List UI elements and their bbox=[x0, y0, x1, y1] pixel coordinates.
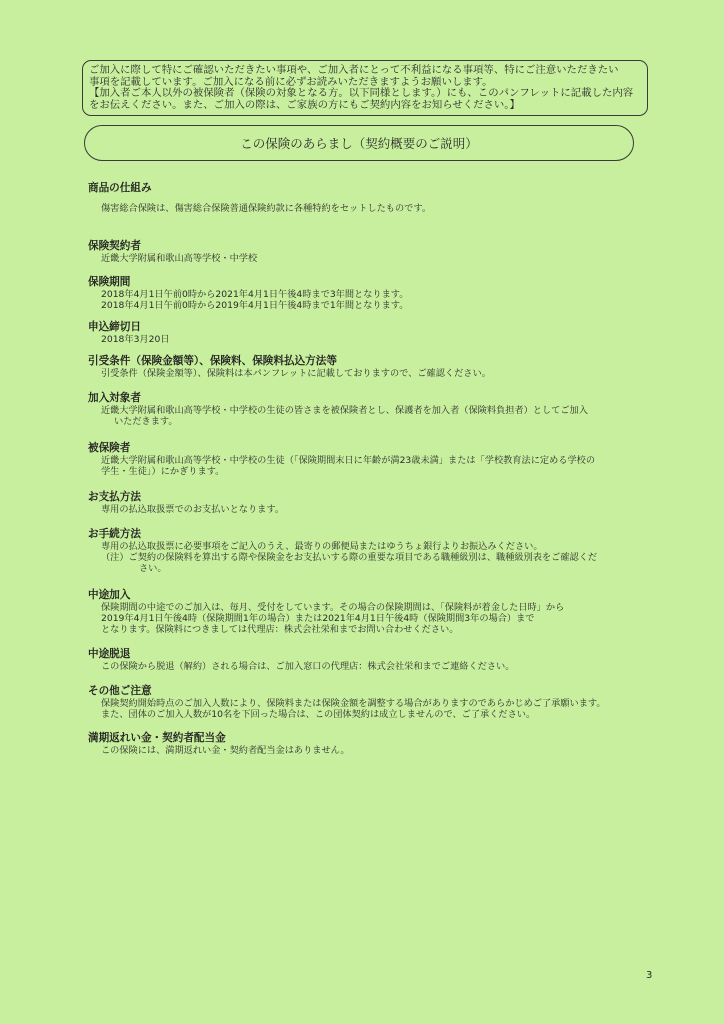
section-text: 近畿大学附属和歌山高等学校・中学校の生徒（「保険期間末日に年齢が満23歳未満」または「学校教育法に定める学校の bbox=[101, 455, 596, 466]
section-other-notes bbox=[88, 685, 648, 720]
section-heading: 加入対象者 bbox=[88, 392, 141, 404]
section-heading: 中途加入 bbox=[88, 589, 131, 601]
section-text: また、団体のご加入人数が10名を下回った場合は、この団体契約は成立しませんので、ご了承ください。 bbox=[101, 709, 536, 720]
banner-title: この保険のあらまし（契約概要のご説明） bbox=[240, 136, 478, 151]
section-text: この保険には、満期返れい金・契約者配当金はありません。 bbox=[101, 745, 350, 756]
notice-line: をお伝えください。また、ご加入の際は、ご家族の方にもご契約内容をお知らせください。】 bbox=[89, 98, 520, 111]
section-heading: その他ご注意 bbox=[88, 685, 152, 697]
section-text: 2018年3月20日 bbox=[101, 334, 170, 345]
section-payment bbox=[88, 491, 648, 515]
section-heading: 引受条件（保険金額等）、保険料、保険料払込方法等 bbox=[88, 355, 337, 367]
section-eligible bbox=[88, 392, 648, 427]
section-text: 専用の払込取扱票でのお支払いとなります。 bbox=[101, 504, 285, 515]
section-insured bbox=[88, 442, 648, 477]
section-deadline bbox=[88, 321, 648, 345]
section-heading: 満期返れい金・契約者配当金 bbox=[88, 732, 226, 744]
section-heading: 中途脱退 bbox=[88, 648, 131, 660]
section-conditions bbox=[88, 355, 648, 379]
section-maturity bbox=[88, 732, 648, 756]
section-text: 保険期間の中途でのご加入は、毎月、受付をしています。その場合の保険期間は、「保険料が着金した日時」から bbox=[101, 602, 565, 613]
page-number: 3 bbox=[646, 970, 653, 981]
section-policyholder bbox=[88, 240, 648, 264]
notice-line: 【加入者ご本人以外の被保険者（保険の対象となる方。以下同様とします。）にも、このパンフレットに記載した内容 bbox=[89, 87, 634, 100]
section-heading: 被保険者 bbox=[88, 442, 131, 454]
section-text: 近畿大学附属和歌山高等学校・中学校の生徒の皆さまを被保険者とし、保護者を加入者（保険料負担者）としてご加入 bbox=[101, 405, 588, 416]
section-text: 近畿大学附属和歌山高等学校・中学校 bbox=[101, 253, 258, 264]
section-text: いただきます。 bbox=[114, 416, 178, 427]
section-withdrawal bbox=[88, 648, 648, 672]
section-insurance-period bbox=[88, 276, 648, 311]
section-mid-enrollment bbox=[88, 589, 648, 635]
section-text: さい。 bbox=[139, 563, 167, 574]
section-heading: 保険契約者 bbox=[88, 240, 141, 252]
section-product-structure bbox=[88, 182, 648, 214]
section-text: （注）ご契約の保険料を算出する際や保険金をお支払いする際の重要な項目である職種級別は、職種級別表をご確認くだ bbox=[101, 552, 598, 563]
section-heading: 保険期間 bbox=[88, 276, 131, 288]
section-text: 2018年4月1日午前0時から2019年4月1日午後4時まで1年間となります。 bbox=[101, 300, 409, 311]
section-text: 学生・生徒」）にかぎります。 bbox=[101, 466, 225, 477]
section-heading: お手続方法 bbox=[88, 528, 141, 540]
section-text: となります。保険料につきましては代理店：株式会社栄和までお問い合わせください。 bbox=[101, 624, 459, 635]
section-text: この保険から脱退（解約）される場合は、ご加入窓口の代理店：株式会社栄和までご連絡ください。 bbox=[101, 661, 515, 672]
section-text: 引受条件（保険金額等）、保険料は本パンフレットに記載しておりますので、ご確認ください。 bbox=[101, 368, 491, 379]
section-text: 2019年4月1日午後4時（保険期間1年の場合）または2021年4月1日午後4時（保険期間3年の場合）まで bbox=[101, 613, 535, 624]
section-text: 専用の払込取扱票に必要事項をご記入のうえ、最寄りの郵便局またはゆうちょ銀行よりお振込みください。 bbox=[101, 541, 543, 552]
section-heading: 申込締切日 bbox=[88, 321, 141, 333]
section-heading: 商品の仕組み bbox=[88, 182, 152, 194]
section-procedure bbox=[88, 528, 648, 574]
section-text: 保険契約開始時点のご加入人数により、保険料または保険金額を調整する場合がありますのであらかじめご了承願います。 bbox=[101, 698, 606, 709]
notice-line: 事項を記載しています。ご加入になる前に必ずお読みいただきますようお願いします。 bbox=[89, 75, 493, 88]
section-text: 傷害総合保険は、傷害総合保険普通保険約款に各種特約をセットしたものです。 bbox=[101, 203, 432, 214]
section-heading: お支払方法 bbox=[88, 491, 141, 503]
section-text: 2018年4月1日午前0時から2021年4月1日午後4時まで3年間となります。 bbox=[101, 289, 409, 300]
notice-line: ご加入に際して特にご確認いただきたい事項や、ご加入者にとって不利益になる事項等、特にご注意いただきたい bbox=[89, 64, 619, 76]
